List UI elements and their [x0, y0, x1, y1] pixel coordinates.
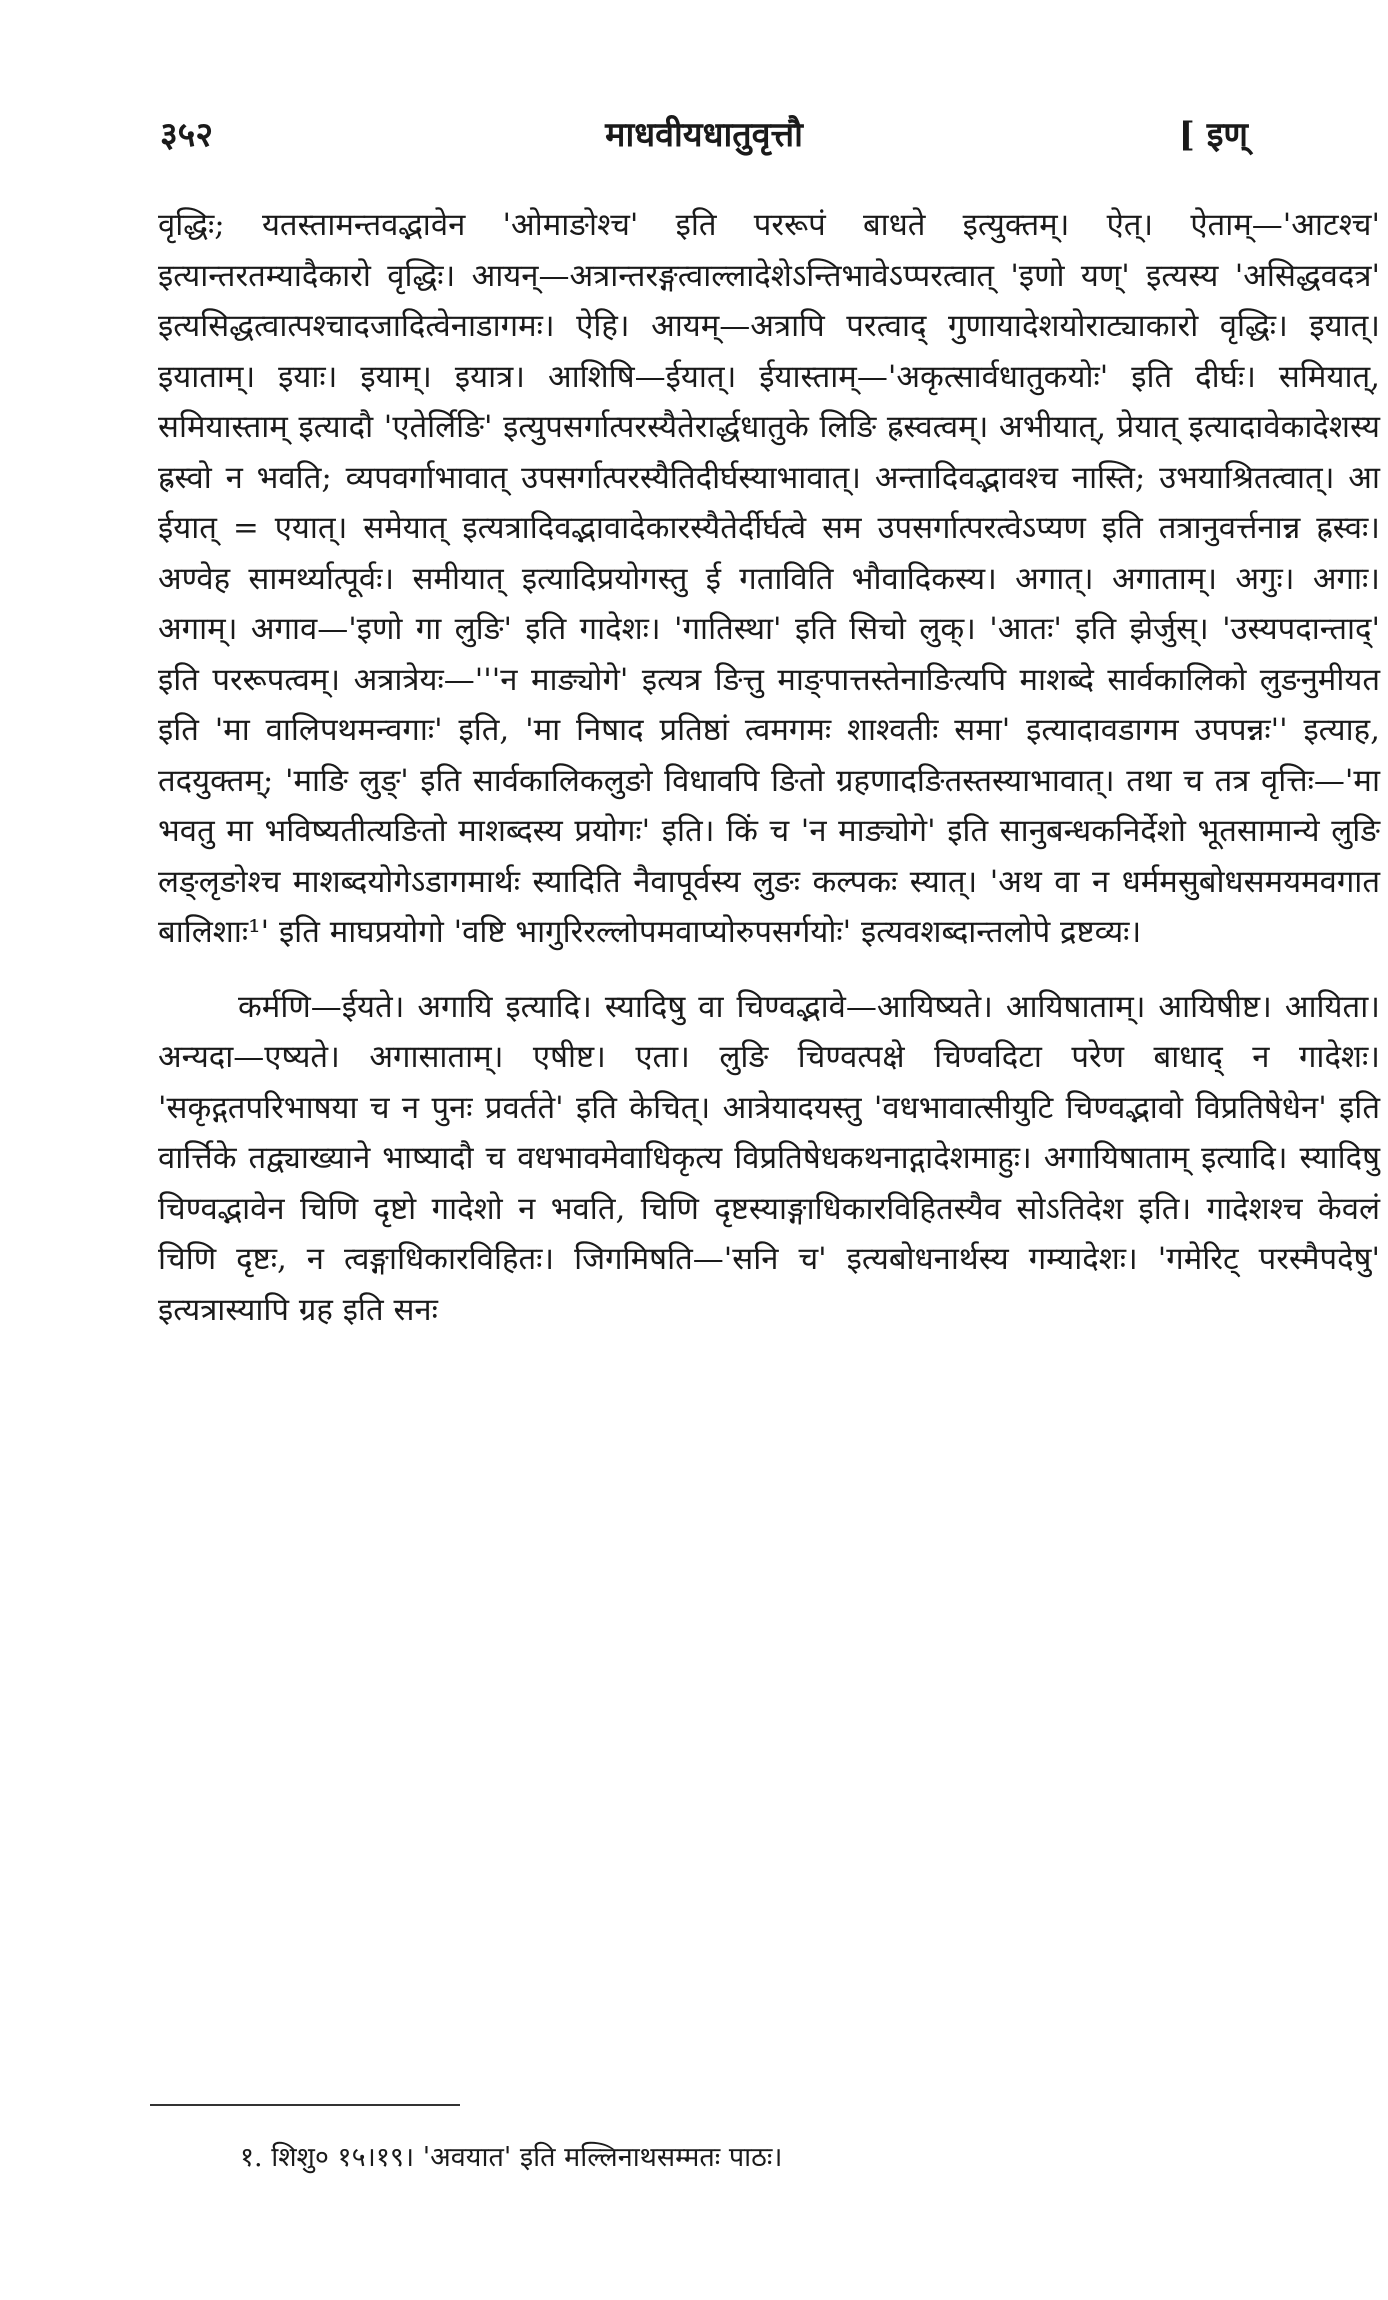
running-title: माधवीयधातुवृत्तौ	[605, 115, 803, 155]
main-text	[158, 200, 1380, 1359]
footnote: १. शिशु० १५।१९। 'अवयात' इति मल्लिनाथसम्मतः पाठः।	[240, 2142, 783, 2173]
paragraph-1: वृद्धिः; यतस्तामन्तवद्भावेन 'ओमाङोश्च' इति पररूपं बाधते इत्युक्तम्। ऐत्। ऐताम्—'आटश्च' इत्यान्तरतम्यादैकारो वृद्धिः। आयन्—अत्रान्तरङ्गत्वाल्लादेशेऽन्तिभावेऽप्परत्वात् 'इणो यण्' इत्यस्य 'असिद्धवदत्र' इत्यसिद्धत्वात्पश्चादजादित्वेनाडागमः। ऐहि। आयम्—अत्रापि परत्वाद् गुणायादेशयोराट्याकारो वृद्धिः। इयात्। इयाताम्। इयाः। इयाम्। इयात्र। आशिषि—ईयात्। ईयास्ताम्—'अकृत्सार्वधातुकयोः' इति दीर्घः। समियात्, समियास्ताम् इत्यादौ 'एतेर्लिङि' इत्युपसर्गात्परस्यैतेरार्द्धधातुके लिङि ह्रस्वत्वम्। अभीयात्, प्रेयात् इत्यादावेकादेशस्य ह्रस्वो न भवति; व्यपवर्गाभावात् उपसर्गात्परस्यैतिदीर्घस्याभावात्। अन्तादिवद्भावश्च नास्ति; उभयाश्रितत्वात्। आ ईयात् = एयात्। समेयात् इत्यत्रादिवद्भावादेकारस्यैतेर्दीर्घत्वे सम उपसर्गात्परत्वेऽप्यण इति तत्रानुवर्त्तनान्न ह्रस्वः। अण्वेह सामर्थ्यात्पूर्वः। समीयात् इत्यादिप्रयोगस्तु ई गताविति भौवादिकस्य। अगात्। अगाताम्। अगुः। अगाः। अगाम्। अगाव—'इणो गा लुङि' इति गादेशः। 'गातिस्था' इति सिचो लुक्। 'आतः' इति झेर्जुस्। 'उस्यपदान्ताद्' इति पररूपत्वम्। अत्रात्रेयः—'''न माङ्योगे' इत्यत्र ङित्तु माङ्पात्तस्तेनाङित्यपि माशब्दे सार्वकालिको लुङनुमीयत इति 'मा वालिपथमन्वगाः' इति, 'मा निषाद प्रतिष्ठां त्वमगमः शाश्वतीः समा' इत्यादावडागम उपपन्नः'' इत्याह, तदयुक्तम्; 'माङि लुङ्' इति सार्वकालिकलुङो विधावपि ङितो ग्रहणादङितस्तस्याभावात्। तथा च तत्र वृत्तिः—'मा भवतु मा भविष्यतीत्यङितो माशब्दस्य प्रयोगः' इति। किं च 'न माङ्योगे' इति सानुबन्धकनिर्देशो भूतसामान्ये लुङि लङ्लृङोश्च माशब्दयोगेऽडागमार्थः स्यादिति नैवापूर्वस्य लुङः कल्पकः स्यात्। 'अथ वा न धर्ममसुबोधसमयमवगात बालिशाः¹' इति माघप्रयोगो 'वष्टि भागुरिरल्लोपमवाप्योरुपसर्गयोः' इत्यवशब्दान्तलोपे द्रष्टव्यः।	[158, 207, 1380, 950]
running-header	[160, 110, 1248, 170]
footnote-rule	[150, 2104, 460, 2106]
section-marker: [ इण्	[1178, 115, 1248, 155]
paragraph-2: कर्मणि—ईयते। अगायि इत्यादि। स्यादिषु वा चिण्वद्भावे—आयिष्यते। आयिषाताम्। आयिषीष्ट। आयिता। अन्यदा—एष्यते। अगासाताम्। एषीष्ट। एता। लुङि चिण्वत्पक्षे चिण्वदिटा परेण बाधाद् न गादेशः। 'सकृद्गतपरिभाषया च न पुनः प्रवर्तते' इति केचित्। आत्रेयादयस्तु 'वधभावात्सीयुटि चिण्वद्भावो विप्रतिषेधेन' इति वार्त्तिके तद्व्याख्याने भाष्यादौ च वधभावमेवाधिकृत्य विप्रतिषेधकथनाद्गादेशमाहुः। अगायिषाताम् इत्यादि। स्यादिषु चिण्वद्भावेन चिणि दृष्टो गादेशो न भवति, चिणि दृष्टस्याङ्गाधिकारविहितस्यैव सोऽतिदेश इति। गादेशश्च केवलं चिणि दृष्टः, न त्वङ्गाधिकारविहितः। जिगमिषति—'सनि च' इत्यबोधनार्थस्य गम्यादेशः। 'गमेरिट् परस्मैपदेषु' इत्यत्रास्यापि ग्रह इति सनः	[158, 988, 1380, 1328]
page-number: ३५२	[160, 115, 214, 155]
